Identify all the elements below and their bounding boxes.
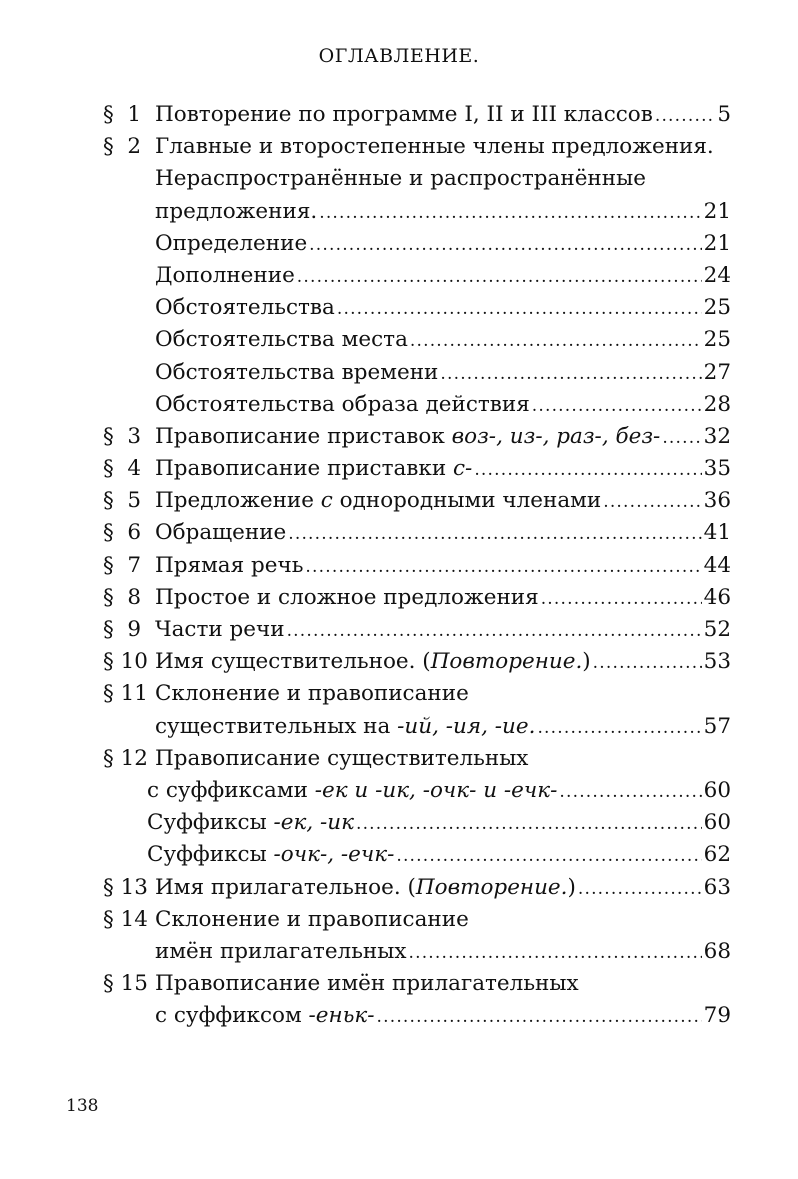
- toc-entry: [103, 517, 731, 549]
- entry-title: Правописание имён прилагательных: [155, 971, 579, 997]
- entry-page-number: 35: [703, 456, 731, 482]
- toc-entry: [103, 260, 731, 292]
- toc-entry: [103, 711, 731, 743]
- toc-entry: [103, 936, 731, 968]
- dot-leader: [356, 808, 702, 840]
- entry-title: Правописание приставки с-: [155, 456, 473, 482]
- entry-page-number: 5: [717, 102, 731, 127]
- toc-entry: [103, 550, 731, 582]
- entry-page-number: 79: [703, 1003, 731, 1029]
- entry-page-number: 28: [703, 391, 731, 417]
- toc-entry: [103, 743, 731, 775]
- dot-leader: [559, 776, 701, 808]
- toc-entry: [103, 228, 731, 260]
- entry-title: Нераспространённые и распространённые: [155, 166, 646, 192]
- entry-page-number: 46: [703, 584, 731, 610]
- entry-page-number: 21: [703, 230, 731, 256]
- entry-page-number: 41: [703, 520, 731, 546]
- toc-entry: [103, 582, 731, 614]
- entry-page-number: 21: [703, 198, 731, 224]
- section-number: § 2: [103, 134, 142, 160]
- entry-page-number: 52: [703, 617, 731, 642]
- section-number: § 10: [103, 649, 148, 675]
- entry-title: имён прилагательных: [155, 938, 407, 964]
- entry-title: Определение: [155, 230, 308, 256]
- entry-page-number: 68: [703, 938, 731, 964]
- section-number: § 7: [103, 552, 142, 578]
- entry-title: Обстоятельства: [155, 295, 335, 321]
- entry-page-number: 62: [703, 842, 731, 868]
- toc-entry: [103, 453, 731, 485]
- dot-leader: [297, 261, 702, 293]
- toc-entry: [103, 421, 731, 453]
- dot-leader: [655, 100, 715, 132]
- section-number: § 13: [103, 874, 148, 900]
- entry-title: существительных на -ий, -ия, -ие.: [155, 713, 536, 739]
- entry-title: Предложение с однородными членами: [155, 488, 602, 514]
- entry-title: Простое и сложное предложения: [155, 584, 539, 610]
- section-number: § 4: [103, 456, 142, 482]
- entry-page-number: 27: [703, 359, 731, 385]
- entry-title: Склонение и правописание: [155, 681, 469, 707]
- entry-title: Склонение и правописание: [155, 906, 469, 932]
- dot-leader: [532, 390, 702, 422]
- entry-page-number: 25: [703, 295, 731, 321]
- entry-page-number: 25: [703, 327, 731, 353]
- dot-leader: [396, 840, 701, 872]
- toc-entry: [103, 968, 731, 1000]
- toc-entry: [103, 196, 731, 228]
- dot-leader: [410, 325, 702, 357]
- dot-leader: [337, 293, 702, 325]
- entry-page-number: 63: [703, 874, 731, 900]
- section-number: § 1: [103, 102, 142, 127]
- entry-title: Обращение: [155, 520, 287, 546]
- toc-entry: [103, 324, 731, 356]
- section-number: § 9: [103, 617, 142, 642]
- toc-entry: [103, 614, 731, 646]
- section-number: § 6: [103, 520, 142, 546]
- entry-title: Имя существительное. (Повторение.): [155, 649, 591, 675]
- toc-entry: [103, 904, 731, 936]
- section-number: § 8: [103, 584, 142, 610]
- toc-entry: [103, 678, 731, 710]
- entry-title: Повторение по программе I, II и III классов: [155, 102, 653, 127]
- dot-leader: [408, 937, 701, 969]
- entry-page-number: 44: [703, 552, 731, 578]
- entry-title: Обстоятельства времени: [155, 359, 439, 385]
- toc-entry: [103, 839, 731, 871]
- entry-page-number: 32: [703, 423, 731, 449]
- entry-page-number: 36: [703, 488, 731, 514]
- toc-entry: [103, 292, 731, 324]
- entry-page-number: 53: [703, 649, 731, 675]
- page-number: 138: [66, 1096, 99, 1116]
- toc-entry: [103, 357, 731, 389]
- dot-leader: [305, 551, 701, 583]
- entry-title: Имя прилагательное. (Повторение.): [155, 874, 576, 900]
- entry-title: Суффиксы -ек, -ик: [147, 810, 354, 836]
- entry-page-number: 60: [703, 777, 731, 803]
- toc-entry: [103, 99, 731, 131]
- entry-title: Главные и второстепенные члены предложения.: [155, 134, 714, 160]
- entry-title: с суффиксом -еньк-: [155, 1003, 375, 1029]
- dot-leader: [440, 358, 701, 390]
- entry-title: Правописание приставок воз-, из-, раз-, без-: [155, 423, 661, 449]
- entry-page-number: 57: [703, 713, 731, 739]
- entry-page-number: 60: [703, 810, 731, 836]
- dot-leader: [537, 712, 701, 744]
- section-number: § 15: [103, 971, 148, 997]
- toc-entry: [103, 131, 731, 163]
- entry-title: Обстоятельства места: [155, 327, 408, 353]
- dot-leader: [578, 873, 702, 905]
- dot-leader: [309, 229, 701, 261]
- toc-entry: [103, 775, 731, 807]
- dot-leader: [287, 615, 702, 647]
- section-number: § 12: [103, 745, 148, 771]
- dot-leader: [474, 454, 701, 486]
- toc-entry: [103, 389, 731, 421]
- toc-entry: [103, 646, 731, 678]
- toc-entry: [103, 872, 731, 904]
- dot-leader: [593, 647, 702, 679]
- entry-title: Обстоятельства образа действия: [155, 391, 530, 417]
- dot-leader: [319, 197, 701, 229]
- section-number: § 11: [103, 681, 148, 707]
- table-of-contents: [103, 99, 731, 1032]
- toc-entry: [103, 163, 731, 195]
- toc-entry: [103, 807, 731, 839]
- dot-leader: [603, 486, 701, 518]
- section-number: § 3: [103, 423, 142, 449]
- entry-title: Дополнение: [155, 262, 295, 288]
- section-number: § 14: [103, 906, 148, 932]
- entry-title: Части речи: [155, 617, 285, 642]
- entry-page-number: 24: [703, 262, 731, 288]
- toc-entry: [103, 485, 731, 517]
- entry-title: с суффиксами -ек и -ик, -очк- и -ечк-: [147, 777, 558, 803]
- entry-title: Суффиксы -очк-, -ечк-: [147, 842, 395, 868]
- dot-leader: [288, 518, 701, 550]
- dot-leader: [662, 422, 701, 454]
- page-title: ОГЛАВЛЕНИЕ.: [318, 45, 480, 67]
- section-number: § 5: [103, 488, 142, 514]
- dot-leader: [377, 1001, 702, 1033]
- entry-title: Прямая речь: [155, 552, 304, 578]
- toc-entry: [103, 1000, 731, 1032]
- dot-leader: [541, 583, 702, 615]
- entry-title: Правописание существительных: [155, 745, 529, 771]
- entry-title: предложения.: [155, 198, 318, 224]
